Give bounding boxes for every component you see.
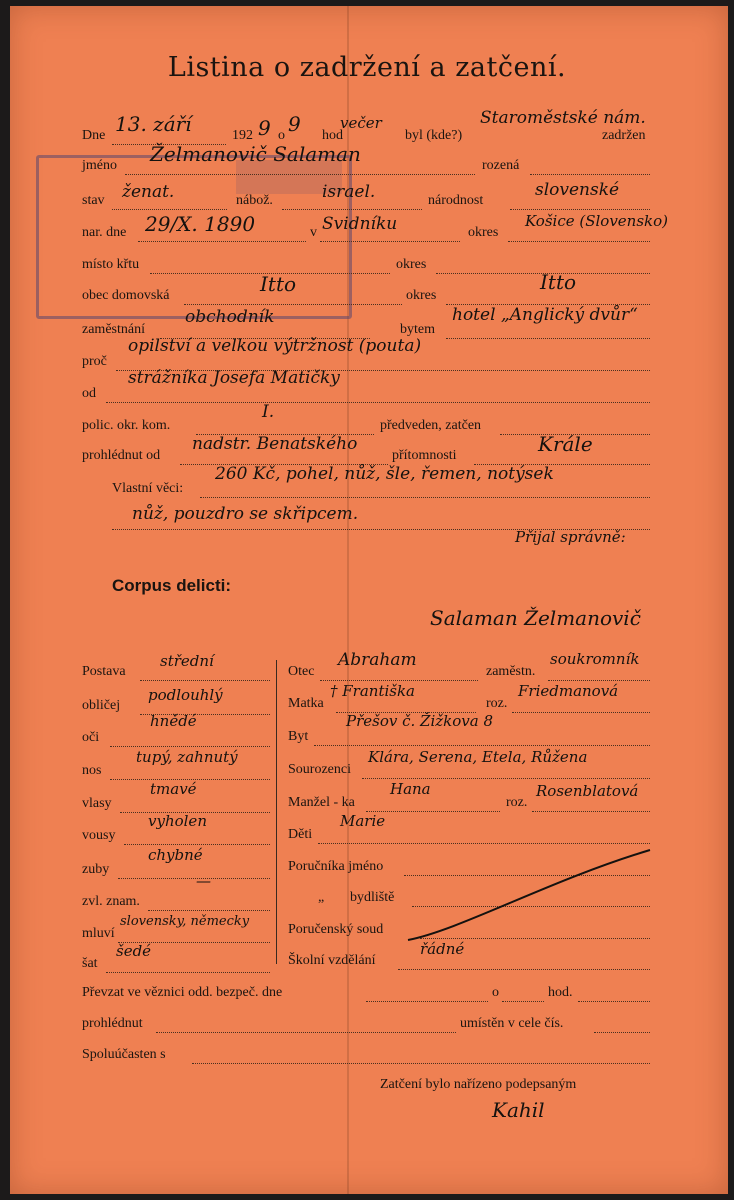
hw-dne: 13. září: [115, 112, 192, 136]
hw-podpis: Salaman Želmanovič: [430, 606, 641, 630]
label-hod: hod: [322, 128, 343, 143]
hw-nos: tupý, zahnutý: [136, 748, 238, 766]
hw-byt: Přešov č. Žižkova 8: [346, 712, 494, 730]
label-zvl-znam: zvl. znam.: [82, 894, 140, 909]
label-oci: oči: [82, 730, 100, 745]
label-naboz: nábož.: [236, 193, 273, 208]
hw-deti: Marie: [340, 812, 386, 830]
label-nar-dne: nar. dne: [82, 225, 127, 240]
hw-narodnost: slovenské: [535, 180, 620, 200]
label-manzel-roz: roz.: [506, 795, 528, 810]
label-dne: Dne: [82, 128, 106, 143]
hw-pritomnosti: Krále: [538, 432, 593, 456]
label-okres-1: okres: [468, 225, 499, 240]
label-byt: Byt: [288, 729, 309, 744]
label-proc: proč: [82, 354, 107, 369]
hw-vousy: vyholen: [148, 812, 207, 830]
label-year: 192: [232, 128, 253, 143]
hw-manzel: Hana: [390, 780, 431, 798]
hw-prohlednut-od: nadstr. Benatského: [192, 434, 358, 454]
hw-zamestnani: obchodník: [185, 307, 275, 327]
hw-hod: 9: [288, 112, 301, 136]
hw-otec: Abraham: [338, 650, 417, 670]
label-matka-roz: roz.: [486, 696, 508, 711]
hw-hod-note: večer: [340, 114, 382, 132]
label-v: v: [310, 225, 317, 240]
hw-oci: hnědé: [150, 712, 197, 730]
hw-zuby: chybné: [148, 846, 203, 864]
hw-nareditel: Kahil: [492, 1098, 545, 1122]
label-corpus-delicti: Corpus delicti:: [112, 576, 232, 595]
label-manzel: Manžel - ka: [288, 795, 355, 810]
column-divider: [276, 660, 277, 964]
form-title: Listina o zadržení a zatčení.: [167, 52, 567, 83]
hw-postava: střední: [160, 652, 214, 670]
label-bydliste: bydliště: [350, 890, 395, 905]
hw-matka: † Františka: [330, 682, 416, 700]
label-byl-kde: byl (kde?): [405, 128, 463, 143]
label-otec: Otec: [288, 664, 315, 679]
label-okres-2: okres: [396, 257, 427, 272]
hw-zvl-znam: —: [196, 872, 211, 890]
label-predveden: předveden, zatčen: [380, 418, 482, 433]
hw-mluvi: slovensky, německy: [120, 914, 250, 929]
label-o: o: [278, 128, 285, 143]
label-umisten: umístěn v cele čís.: [460, 1016, 564, 1031]
strike-line: [400, 840, 660, 950]
label-vlastni-veci: Vlastní věci:: [112, 481, 184, 496]
label-polic: polic. okr. kom.: [82, 418, 171, 433]
hw-bytem: hotel „Anglický dvůr“: [452, 305, 638, 325]
hw-nar-v: Svidníku: [322, 214, 398, 234]
label-mluvi: mluví: [82, 926, 115, 941]
label-prohlednut-od: prohlédnut od: [82, 448, 161, 463]
hw-obec-domovska: Itto: [260, 272, 297, 296]
hw-stav: ženat.: [122, 182, 175, 202]
label-prevzat-hod: hod.: [548, 985, 573, 1000]
label-matka: Matka: [288, 696, 324, 711]
hw-skolni: řádné: [420, 940, 465, 958]
label-porucensky-soud: Poručenský soud: [288, 922, 384, 937]
label-stav: stav: [82, 193, 105, 208]
hw-od: strážníka Josefa Matičky: [128, 368, 340, 388]
label-narodnost: národnost: [428, 193, 484, 208]
label-postava: Postava: [82, 664, 126, 679]
hw-year: 9: [258, 116, 271, 140]
label-prevzat: Převzat ve věznici odd. bezpeč. dne: [82, 985, 283, 1000]
hw-prijal: Přijal správně:: [515, 528, 626, 546]
label-zadrzen: zadržen: [602, 128, 646, 143]
label-vousy: vousy: [82, 828, 116, 843]
label-pritomnosti: přítomnosti: [392, 448, 457, 463]
label-zuby: zuby: [82, 862, 110, 877]
label-deti: Děti: [288, 827, 313, 842]
hw-sat: šedé: [116, 942, 152, 960]
label-porucnika-jmeno: Poručníka jméno: [288, 859, 384, 874]
label-bytem: bytem: [400, 322, 435, 337]
label-okres-3: okres: [406, 288, 437, 303]
hw-sourozenci: Klára, Serena, Etela, Růžena: [368, 748, 588, 766]
label-nos: nos: [82, 763, 102, 778]
label-quote: „: [318, 890, 325, 905]
label-oblicej: obličej: [82, 698, 121, 713]
label-spoluucasten: Spoluúčasten s: [82, 1047, 166, 1062]
hw-vlastni-veci-1: 260 Kč, pohel, nůž, šle, řemen, notýsek: [215, 464, 554, 484]
hw-kde: Staroměstské nám.: [480, 108, 646, 128]
label-rozena: rozená: [482, 158, 520, 173]
label-zamestn: zaměstn.: [486, 664, 536, 679]
label-prohlednut: prohlédnut: [82, 1016, 143, 1031]
label-misto-krtu: místo křtu: [82, 257, 140, 272]
hw-polic: I.: [262, 402, 275, 422]
label-jmeno: jméno: [82, 158, 117, 173]
label-obec-domovska: obec domovská: [82, 288, 170, 303]
hw-zamestn: soukromník: [550, 650, 640, 668]
hw-oblicej: podlouhlý: [148, 686, 223, 704]
label-zatceni: Zatčení bylo nařízeno podepsaným: [380, 1077, 577, 1092]
label-prevzat-o: o: [492, 985, 499, 1000]
hw-vlasy: tmavé: [150, 780, 197, 798]
hw-naboz: israel.: [322, 182, 376, 202]
hw-nar-okres: Košice (Slovensko): [525, 212, 669, 230]
hw-jmeno: Želmanovič Salaman: [150, 142, 361, 166]
hw-vlastni-veci-2: nůž, pouzdro se skřipcem.: [132, 504, 359, 524]
hw-proc: opilství a velkou výtržnost (pouta): [128, 336, 422, 356]
hw-manzel-roz: Rosenblatová: [536, 782, 639, 800]
label-zamestnani: zaměstnání: [82, 322, 145, 337]
hw-matka-roz: Friedmanová: [518, 682, 619, 700]
label-sourozenci: Sourozenci: [288, 762, 351, 777]
label-sat: šat: [82, 956, 98, 971]
label-od: od: [82, 386, 96, 401]
hw-nar-dne: 29/X. 1890: [145, 212, 256, 236]
label-vlasy: vlasy: [82, 796, 112, 811]
label-skolni: Školní vzdělání: [288, 953, 376, 968]
hw-obec-okres: Itto: [540, 270, 577, 294]
